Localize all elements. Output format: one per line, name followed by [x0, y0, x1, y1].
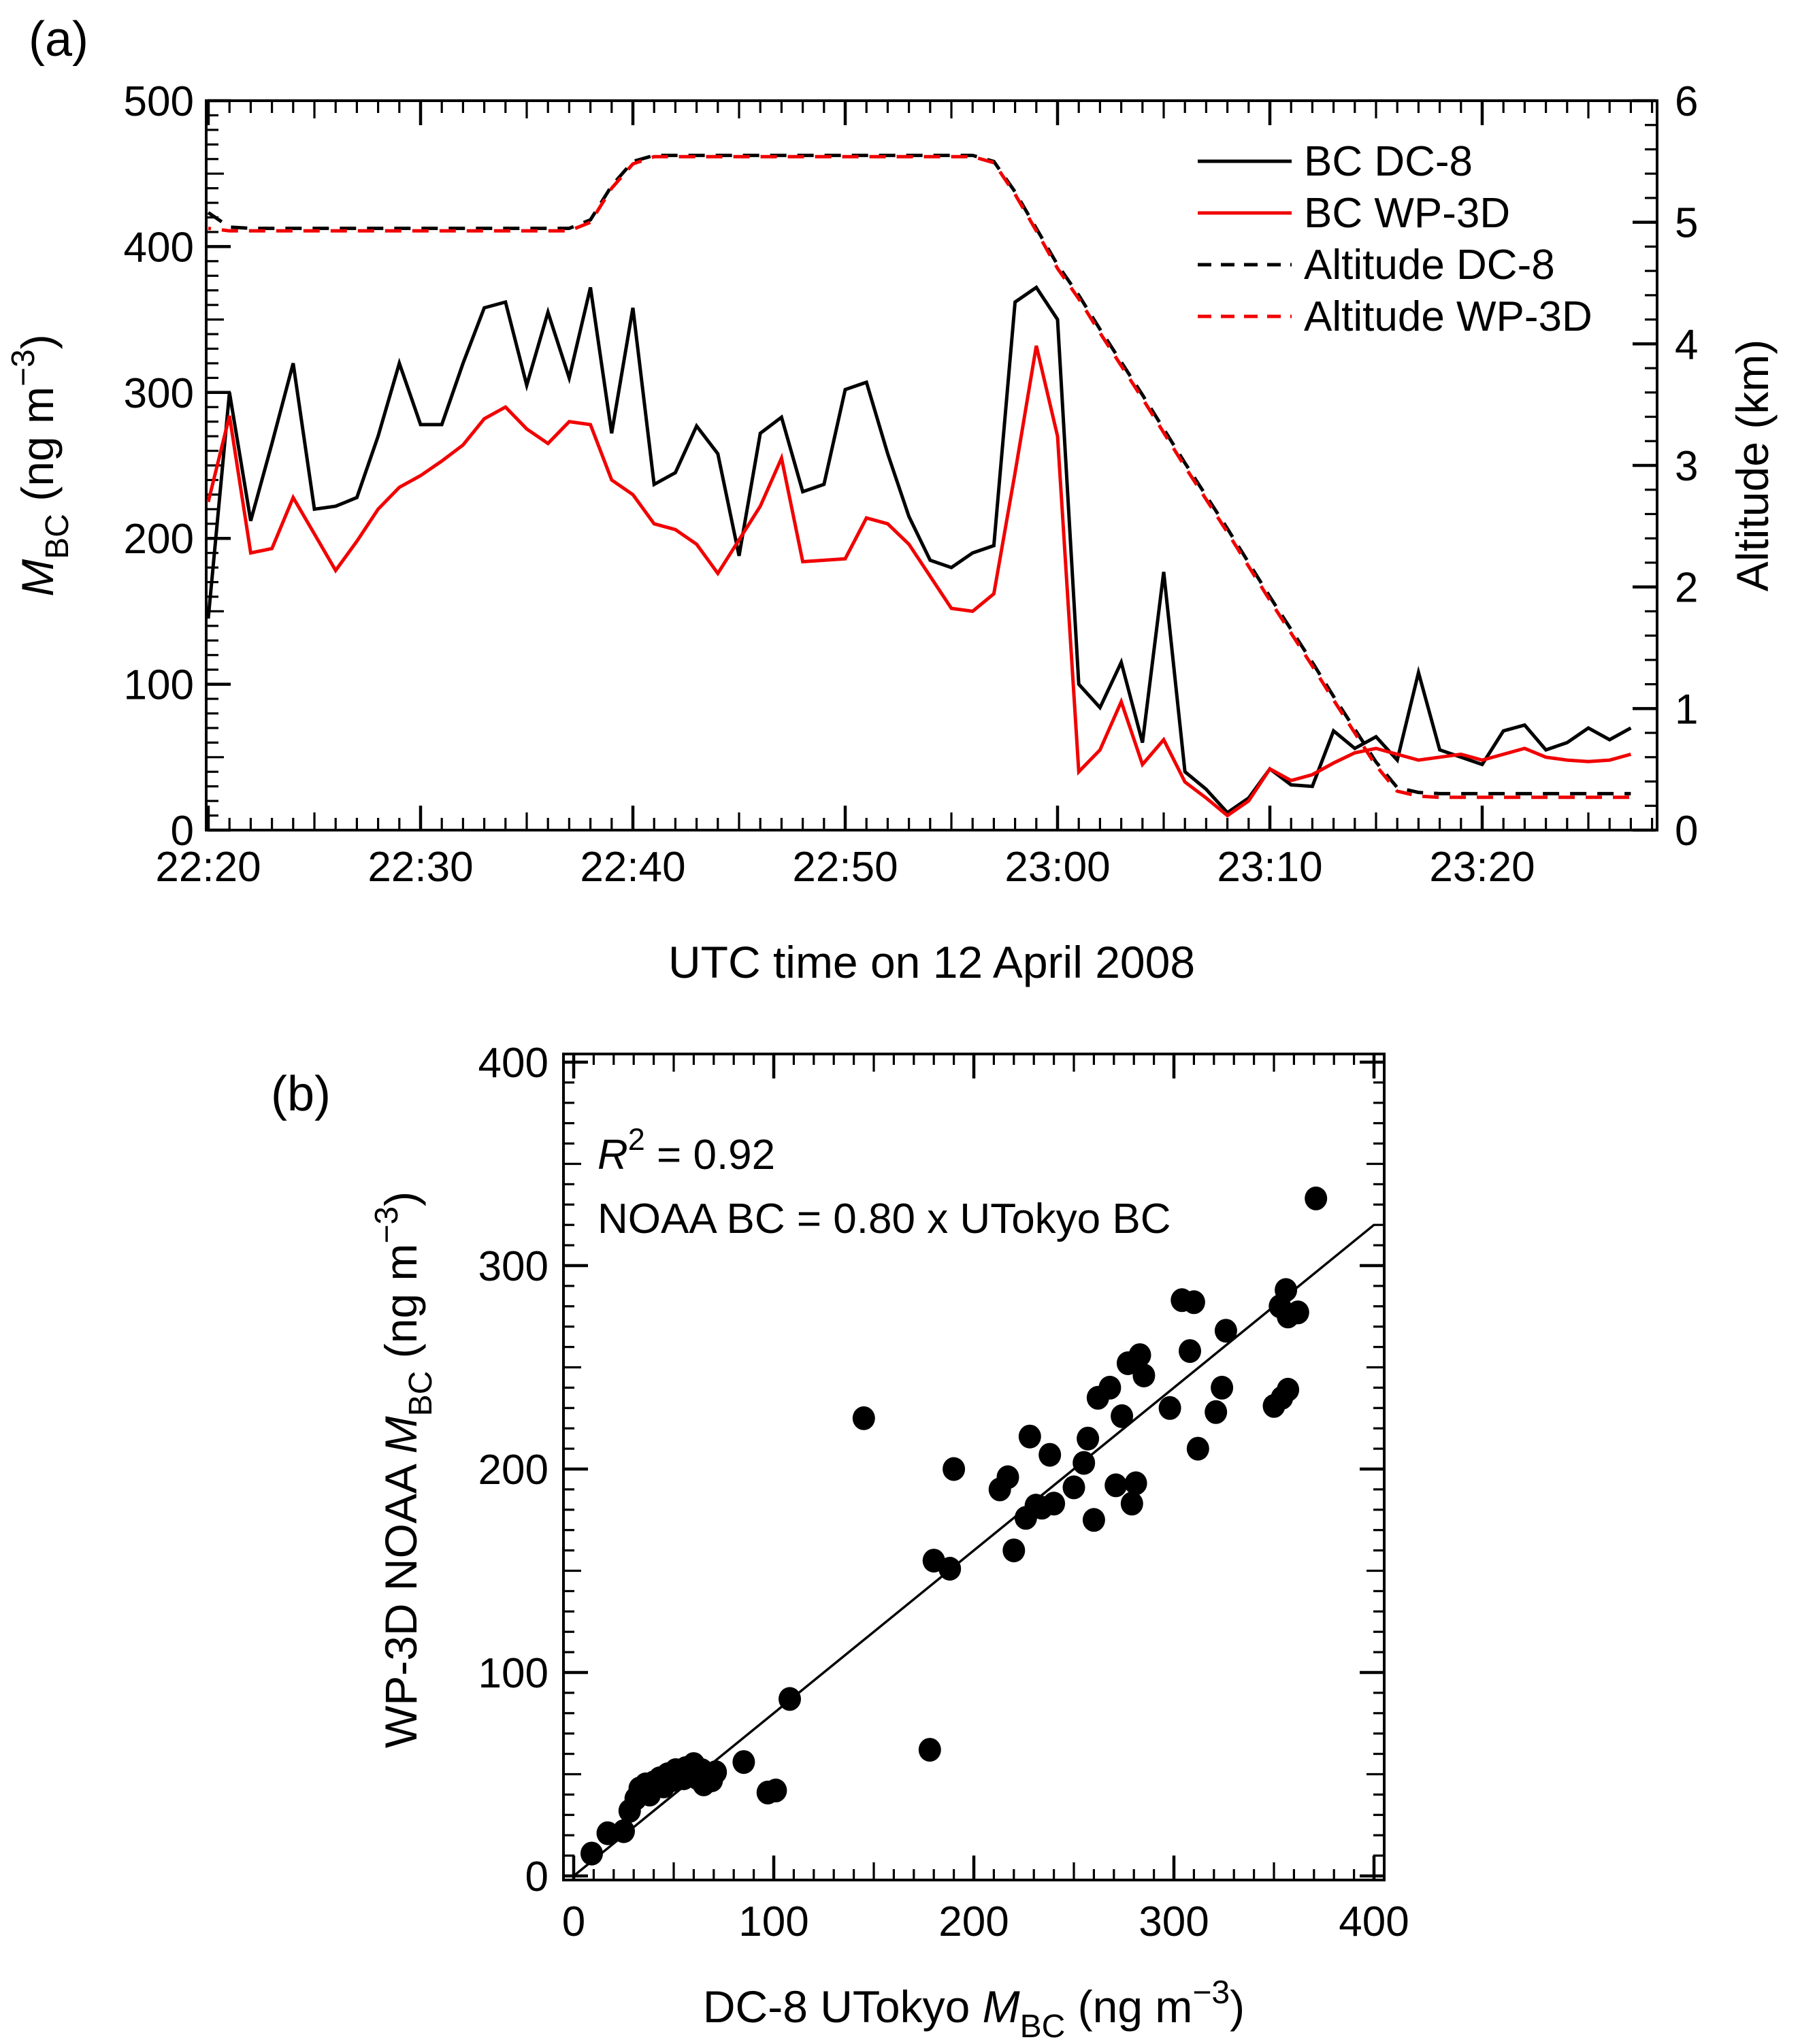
scatter-point	[1111, 1404, 1133, 1428]
legend-label: BC WP-3D	[1304, 190, 1511, 237]
annotation-fit-equation: NOAA BC = 0.80 x UTokyo BC	[598, 1196, 1171, 1242]
panel-b-annotations	[598, 1122, 1171, 1242]
x-tick-label: 100	[738, 1898, 809, 1945]
scatter-point	[997, 1466, 1019, 1489]
x-tick-label: 23:10	[1217, 844, 1323, 891]
x-tick-label: 22:20	[155, 844, 261, 891]
y-right-tick-label: 0	[1675, 808, 1699, 855]
scatter-point	[1275, 1278, 1297, 1302]
y-right-tick-label: 2	[1675, 564, 1699, 612]
y-tick-label: 400	[478, 1040, 549, 1087]
scatter-point	[1063, 1475, 1085, 1499]
panel-a-y-axis-right	[1633, 78, 1778, 855]
scatter-point	[764, 1779, 787, 1802]
y-left-tick-label: 200	[123, 516, 194, 563]
y-tick-label: 200	[478, 1447, 549, 1494]
scatter-point	[1205, 1400, 1227, 1424]
legend-item	[1198, 138, 1473, 185]
panel-b-x-title: DC-8 UTokyo $M_{BC}$ (ng $m^{-3}$)	[702, 1975, 1245, 2044]
scatter-point	[580, 1842, 603, 1866]
scatter-point	[1073, 1451, 1095, 1475]
x-tick-label: 23:00	[1004, 844, 1111, 891]
scatter-point	[943, 1457, 965, 1481]
scatter-point	[1043, 1491, 1065, 1515]
legend-label: Altitude WP-3D	[1304, 293, 1592, 340]
scatter-point	[1183, 1290, 1205, 1314]
scatter-point	[1277, 1378, 1299, 1402]
scatter-point	[1132, 1364, 1155, 1387]
scatter-point	[1083, 1508, 1105, 1532]
scatter-point	[612, 1819, 635, 1843]
y-right-tick-label: 1	[1675, 686, 1699, 733]
legend-label: BC DC-8	[1304, 138, 1473, 185]
x-tick-label: 22:40	[580, 844, 686, 891]
panel-b-scatter-points	[580, 1187, 1327, 1866]
panel-b	[369, 1040, 1409, 2044]
x-tick-label: 0	[561, 1898, 586, 1945]
panel-b-y-axis	[369, 1040, 1383, 1900]
scatter-point	[1215, 1319, 1237, 1342]
y-tick-label: 0	[525, 1853, 549, 1900]
scatter-point	[1098, 1376, 1121, 1400]
y-left-tick-label: 0	[170, 808, 194, 855]
y-left-tick-label: 300	[123, 369, 194, 417]
legend-label: Altitude DC-8	[1304, 242, 1555, 289]
panel-a-y-right-title: Altitude (km)	[1727, 339, 1778, 592]
panel-a	[5, 78, 1778, 987]
x-tick-label: 200	[938, 1898, 1009, 1945]
scatter-point	[919, 1738, 941, 1762]
panel-a-tag: (a)	[29, 12, 88, 67]
scatter-point	[1125, 1471, 1147, 1495]
x-tick-label: 23:20	[1429, 844, 1535, 891]
annotation-r-squared: $R^2 = 0.92$	[598, 1122, 776, 1178]
scatter-point	[1038, 1443, 1061, 1467]
y-right-tick-label: 3	[1675, 443, 1699, 490]
y-right-tick-label: 5	[1675, 199, 1699, 247]
panel-a-y-axis-left	[5, 78, 231, 855]
scatter-point	[732, 1750, 755, 1774]
scatter-point	[1019, 1425, 1041, 1449]
x-tick-label: 22:30	[367, 844, 474, 891]
scatter-point	[1077, 1427, 1099, 1451]
scatter-point	[1305, 1187, 1327, 1210]
y-tick-label: 100	[478, 1650, 549, 1697]
y-left-tick-label: 400	[123, 224, 194, 271]
y-left-tick-label: 100	[123, 661, 194, 709]
scatter-point	[704, 1760, 727, 1784]
scatter-point	[1187, 1437, 1209, 1461]
scatter-point	[1121, 1491, 1143, 1515]
scatter-point	[1211, 1376, 1233, 1400]
legend-item	[1198, 190, 1510, 237]
scatter-point	[1159, 1396, 1181, 1420]
scatter-point	[1179, 1339, 1201, 1363]
panel-a-legend	[1198, 138, 1592, 340]
legend-item	[1198, 242, 1555, 289]
y-right-tick-label: 6	[1675, 78, 1699, 125]
panel-a-x-title: UTC time on 12 April 2008	[668, 937, 1196, 987]
bc-wp-3d-line	[208, 346, 1631, 815]
panel-b-tag: (b)	[271, 1067, 331, 1121]
scatter-point	[1002, 1538, 1025, 1562]
scatter-point	[938, 1557, 961, 1581]
y-tick-label: 300	[478, 1243, 549, 1290]
panel-b-y-title: WP-3D NOAA $M_{BC}$ (ng $m^{-3}$)	[369, 1191, 439, 1749]
y-right-tick-label: 4	[1675, 321, 1699, 369]
scatter-point	[1104, 1473, 1127, 1497]
scatter-point	[1129, 1343, 1151, 1367]
x-tick-label: 300	[1139, 1898, 1209, 1945]
scatter-point	[779, 1687, 801, 1711]
scatter-point	[1287, 1300, 1309, 1324]
y-left-tick-label: 500	[123, 78, 194, 125]
x-tick-label: 400	[1339, 1898, 1409, 1945]
bc-dc-8-line	[208, 287, 1631, 812]
panel-a-y-left-title: $M_{BC}$ (ng $m^{-3}$)	[5, 334, 76, 597]
legend-item	[1198, 293, 1592, 340]
scatter-point	[853, 1406, 875, 1430]
x-tick-label: 22:50	[792, 844, 898, 891]
